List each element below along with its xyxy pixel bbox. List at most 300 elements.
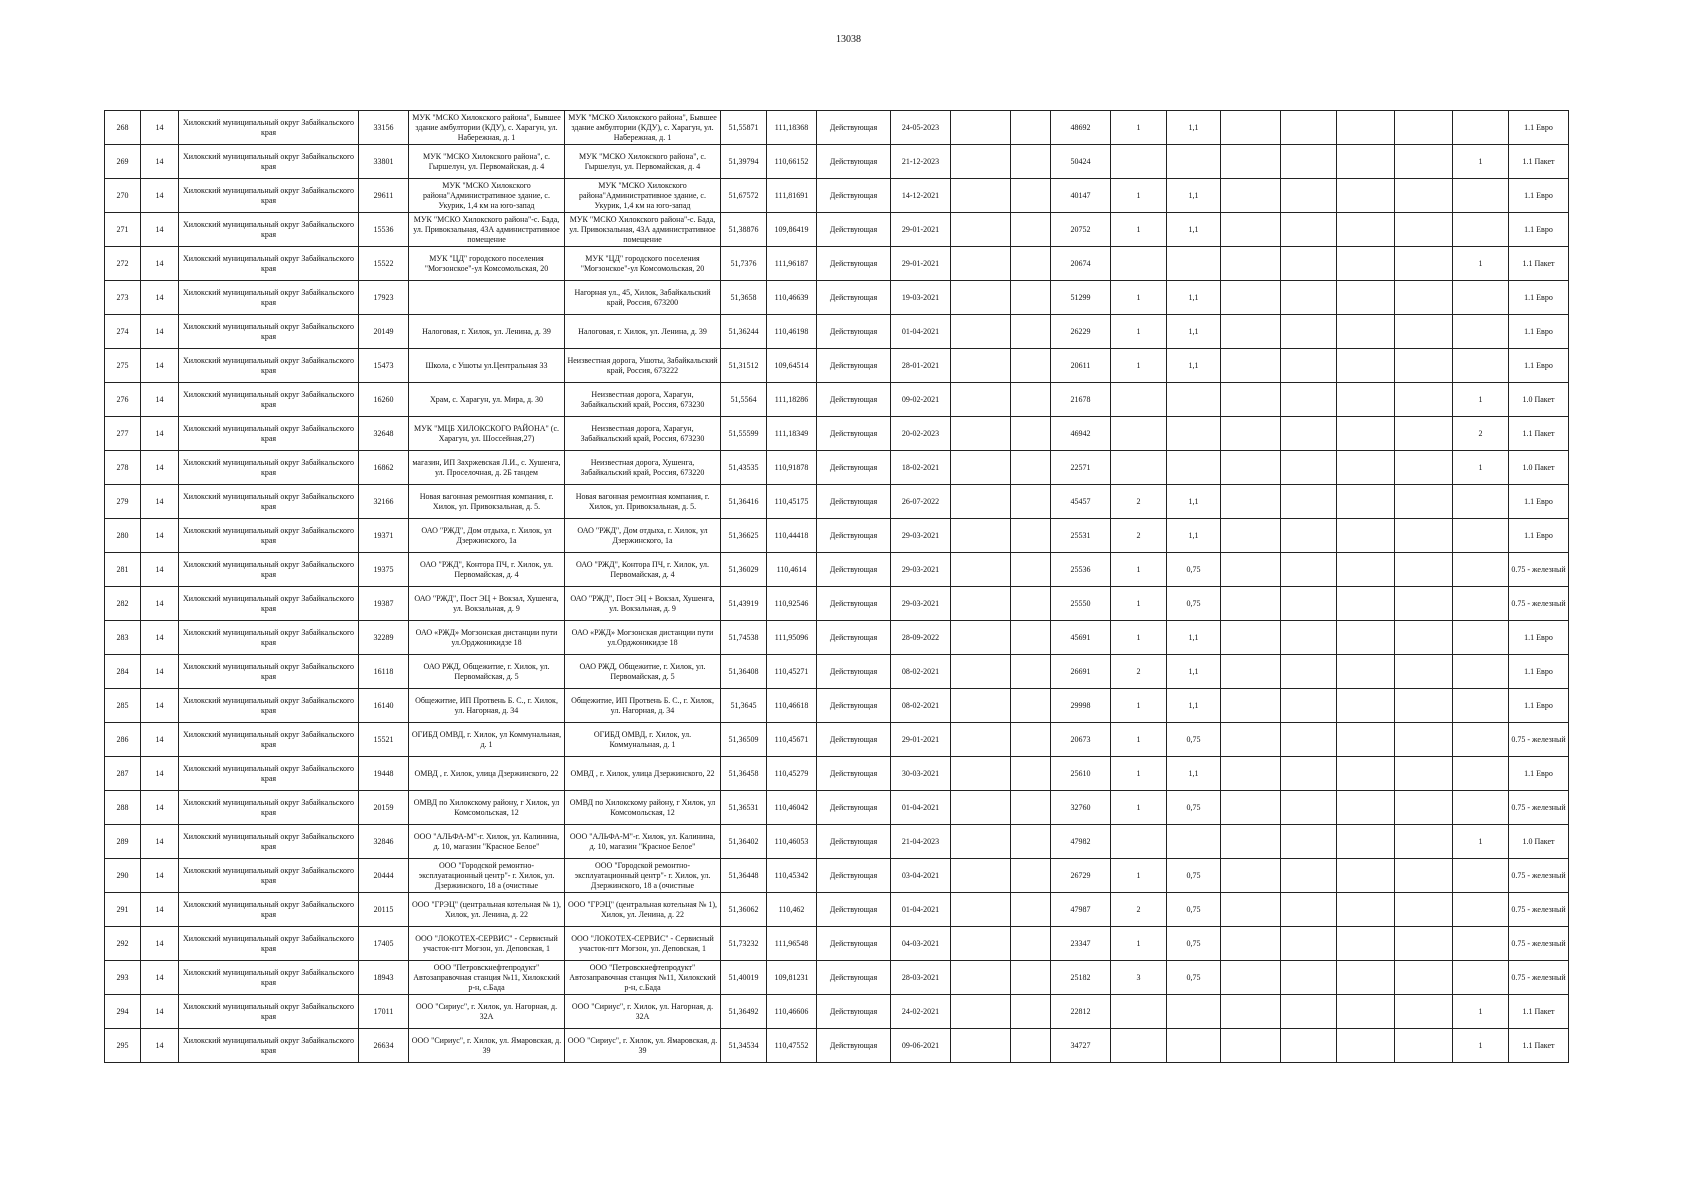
cell-c3 [1221, 587, 1281, 621]
cell-address: Новая вагонная ремонтная компания, г. Хилок, ул. Привокзальная, д. 5. [565, 485, 721, 519]
cell-type: 1.1 Евро [1509, 281, 1569, 315]
cell-id: 32166 [359, 485, 409, 519]
cell-c2: 0,75 [1167, 791, 1221, 825]
cell-c1: 1 [1111, 111, 1167, 145]
cell-type: 1.1 Евро [1509, 485, 1569, 519]
table-row [105, 621, 1569, 655]
cell-type: 1.0 Пакет [1509, 825, 1569, 859]
cell-e1 [951, 145, 1011, 179]
cell-lat: 51,34534 [721, 1029, 767, 1063]
cell-reg: 25610 [1051, 757, 1111, 791]
cell-name: ОМВД по Хилокскому району, г Хилок, ул Комсомольская, 12 [409, 791, 565, 825]
cell-reg: 48692 [1051, 111, 1111, 145]
cell-c7: 1 [1453, 825, 1509, 859]
table-row [105, 451, 1569, 485]
cell-c3 [1221, 247, 1281, 281]
cell-c2: 1,1 [1167, 281, 1221, 315]
cell-name: ОАО "РЖД", Контора ПЧ, г. Хилок, ул. Первомайская, д. 4 [409, 553, 565, 587]
cell-lon: 110,46198 [767, 315, 817, 349]
cell-name: Общежитие, ИП Протвень Б. С., г. Хилок, ул. Нагорная, д. 34 [409, 689, 565, 723]
cell-id: 17923 [359, 281, 409, 315]
cell-id: 17011 [359, 995, 409, 1029]
cell-reg: 25531 [1051, 519, 1111, 553]
cell-name: ОМВД , г. Хилок, улица Дзержинского, 22 [409, 757, 565, 791]
cell-lon: 110,91878 [767, 451, 817, 485]
cell-code: 14 [141, 315, 179, 349]
table-row [105, 791, 1569, 825]
cell-c3 [1221, 689, 1281, 723]
cell-status: Действующая [817, 723, 891, 757]
cell-e2 [1011, 689, 1051, 723]
cell-date: 03-04-2021 [891, 859, 951, 893]
cell-lon: 109,81231 [767, 961, 817, 995]
cell-lon: 110,45175 [767, 485, 817, 519]
cell-reg: 20673 [1051, 723, 1111, 757]
cell-name: ООО "Сириус", г. Хилок, ул. Ямаровская, д. 39 [409, 1029, 565, 1063]
cell-c5 [1337, 553, 1395, 587]
cell-status: Действующая [817, 315, 891, 349]
cell-id: 15536 [359, 213, 409, 247]
cell-code: 14 [141, 383, 179, 417]
cell-address: МУК "МСКО Хилокского района", Бывшее здание амбултории (КДУ), с. Харагун, ул. Набережная, д. 1 [565, 111, 721, 145]
cell-c6 [1395, 927, 1453, 961]
cell-reg: 45457 [1051, 485, 1111, 519]
cell-code: 14 [141, 655, 179, 689]
cell-lat: 51,67572 [721, 179, 767, 213]
cell-lat: 51,43919 [721, 587, 767, 621]
cell-type: 1.1 Евро [1509, 655, 1569, 689]
cell-c2: 0,75 [1167, 553, 1221, 587]
cell-id: 16260 [359, 383, 409, 417]
cell-c6 [1395, 995, 1453, 1029]
cell-c1: 2 [1111, 519, 1167, 553]
cell-name: Храм, с. Харагун, ул. Мира, д. 30 [409, 383, 565, 417]
cell-c7 [1453, 281, 1509, 315]
cell-type: 0.75 - железный [1509, 791, 1569, 825]
table-row [105, 111, 1569, 145]
cell-c5 [1337, 417, 1395, 451]
cell-status: Действующая [817, 995, 891, 1029]
cell-c4 [1281, 383, 1337, 417]
cell-lon: 110,45279 [767, 757, 817, 791]
cell-lat: 51,36492 [721, 995, 767, 1029]
cell-c7 [1453, 723, 1509, 757]
cell-e2 [1011, 145, 1051, 179]
cell-address: ОМВД , г. Хилок, улица Дзержинского, 22 [565, 757, 721, 791]
cell-c1: 1 [1111, 927, 1167, 961]
cell-code: 14 [141, 519, 179, 553]
cell-c4 [1281, 315, 1337, 349]
cell-c7 [1453, 621, 1509, 655]
cell-c1 [1111, 825, 1167, 859]
cell-lat: 51,39794 [721, 145, 767, 179]
cell-reg: 50424 [1051, 145, 1111, 179]
cell-type: 0.75 - железный [1509, 927, 1569, 961]
cell-c4 [1281, 893, 1337, 927]
cell-status: Действующая [817, 485, 891, 519]
cell-e1 [951, 417, 1011, 451]
cell-c6 [1395, 655, 1453, 689]
cell-date: 28-09-2022 [891, 621, 951, 655]
cell-e1 [951, 281, 1011, 315]
cell-c5 [1337, 315, 1395, 349]
cell-c4 [1281, 1029, 1337, 1063]
cell-district: Хилокский муниципальный округ Забайкальского края [179, 689, 359, 723]
cell-reg: 20752 [1051, 213, 1111, 247]
cell-c2: 1,1 [1167, 485, 1221, 519]
cell-type: 0.75 - железный [1509, 961, 1569, 995]
cell-code: 14 [141, 859, 179, 893]
cell-code: 14 [141, 247, 179, 281]
cell-c5 [1337, 349, 1395, 383]
cell-address: ООО "АЛЬФА-М"-г. Хилок, ул. Калинина, д. 10, магазин "Красное Белое" [565, 825, 721, 859]
cell-district: Хилокский муниципальный округ Забайкальского края [179, 519, 359, 553]
cell-district: Хилокский муниципальный округ Забайкальского края [179, 825, 359, 859]
cell-c6 [1395, 723, 1453, 757]
cell-lon: 110,46042 [767, 791, 817, 825]
cell-type: 1.1 Евро [1509, 349, 1569, 383]
cell-reg: 23347 [1051, 927, 1111, 961]
cell-c1: 2 [1111, 655, 1167, 689]
cell-e2 [1011, 451, 1051, 485]
cell-status: Действующая [817, 757, 891, 791]
cell-c3 [1221, 111, 1281, 145]
cell-c1: 1 [1111, 349, 1167, 383]
cell-type: 1.1 Евро [1509, 213, 1569, 247]
cell-address: ОАО "РЖД", Контора ПЧ, г. Хилок, ул. Первомайская, д. 4 [565, 553, 721, 587]
table-row [105, 485, 1569, 519]
cell-status: Действующая [817, 451, 891, 485]
cell-address: Налоговая, г. Хилок, ул. Ленина, д. 39 [565, 315, 721, 349]
cell-c6 [1395, 213, 1453, 247]
cell-c6 [1395, 553, 1453, 587]
cell-c6 [1395, 1029, 1453, 1063]
cell-c3 [1221, 315, 1281, 349]
cell-address: ООО "ГРЭЦ" (центральная котельная № 1), Хилок, ул. Ленина, д. 22 [565, 893, 721, 927]
cell-status: Действующая [817, 349, 891, 383]
cell-name: ООО "Городской ремонтно-эксплуатационный центр"- г. Хилок, ул. Дзержинского, 18 а (очистные [409, 859, 565, 893]
cell-id: 19448 [359, 757, 409, 791]
cell-c1 [1111, 247, 1167, 281]
cell-reg: 25550 [1051, 587, 1111, 621]
cell-c2: 0,75 [1167, 961, 1221, 995]
cell-district: Хилокский муниципальный округ Забайкальского края [179, 417, 359, 451]
cell-type: 1.1 Пакет [1509, 995, 1569, 1029]
cell-lon: 111,96548 [767, 927, 817, 961]
cell-c7: 1 [1453, 247, 1509, 281]
cell-c1: 1 [1111, 315, 1167, 349]
cell-c5 [1337, 757, 1395, 791]
cell-e1 [951, 961, 1011, 995]
cell-e1 [951, 247, 1011, 281]
cell-n: 284 [105, 655, 141, 689]
cell-c4 [1281, 553, 1337, 587]
cell-c6 [1395, 587, 1453, 621]
cell-id: 19371 [359, 519, 409, 553]
cell-c1: 1 [1111, 553, 1167, 587]
cell-c7 [1453, 927, 1509, 961]
cell-district: Хилокский муниципальный округ Забайкальского края [179, 655, 359, 689]
cell-lat: 51,36531 [721, 791, 767, 825]
cell-id: 16862 [359, 451, 409, 485]
table-row [105, 859, 1569, 893]
cell-e2 [1011, 213, 1051, 247]
cell-id: 16118 [359, 655, 409, 689]
cell-lon: 111,18368 [767, 111, 817, 145]
table-row [105, 417, 1569, 451]
cell-e2 [1011, 723, 1051, 757]
table-row [105, 383, 1569, 417]
cell-c2 [1167, 995, 1221, 1029]
cell-lat: 51,74538 [721, 621, 767, 655]
cell-c5 [1337, 213, 1395, 247]
cell-c5 [1337, 281, 1395, 315]
cell-c3 [1221, 349, 1281, 383]
cell-c1 [1111, 451, 1167, 485]
cell-date: 21-12-2023 [891, 145, 951, 179]
cell-c2: 1,1 [1167, 179, 1221, 213]
cell-c3 [1221, 383, 1281, 417]
cell-date: 01-04-2021 [891, 893, 951, 927]
cell-status: Действующая [817, 1029, 891, 1063]
cell-id: 20159 [359, 791, 409, 825]
cell-c5 [1337, 995, 1395, 1029]
cell-address: ООО "Петровскнефтепродукт" Автозаправочная станция №11, Хилокский р-н, с.Бада [565, 961, 721, 995]
cell-date: 19-03-2021 [891, 281, 951, 315]
cell-type: 1.1 Евро [1509, 689, 1569, 723]
cell-name: МУК "МСКО Хилокского района", Бывшее здание амбултории (КДУ), с. Харагун, ул. Набережная, д. 1 [409, 111, 565, 145]
cell-name: ООО "Сириус", г. Хилок, ул. Нагорная, д. 32А [409, 995, 565, 1029]
cell-type: 1.0 Пакет [1509, 383, 1569, 417]
cell-c5 [1337, 723, 1395, 757]
cell-c6 [1395, 961, 1453, 995]
cell-district: Хилокский муниципальный округ Забайкальского края [179, 553, 359, 587]
cell-district: Хилокский муниципальный округ Забайкальского края [179, 179, 359, 213]
cell-type: 0.75 - железный [1509, 587, 1569, 621]
cell-c5 [1337, 621, 1395, 655]
cell-code: 14 [141, 145, 179, 179]
cell-c4 [1281, 995, 1337, 1029]
cell-district: Хилокский муниципальный округ Забайкальского края [179, 859, 359, 893]
cell-address: ООО "Сириус", г. Хилок, ул. Ямаровская, д. 39 [565, 1029, 721, 1063]
cell-id: 15521 [359, 723, 409, 757]
cell-status: Действующая [817, 111, 891, 145]
cell-c1 [1111, 995, 1167, 1029]
table-row [105, 927, 1569, 961]
cell-c3 [1221, 519, 1281, 553]
cell-code: 14 [141, 961, 179, 995]
cell-e1 [951, 451, 1011, 485]
cell-type: 1.1 Евро [1509, 111, 1569, 145]
cell-name: МУК "МСКО Хилокского района"-с. Бада, ул. Привокзальная, 43А административное помещение [409, 213, 565, 247]
cell-lon: 111,96187 [767, 247, 817, 281]
cell-c5 [1337, 111, 1395, 145]
cell-date: 01-04-2021 [891, 315, 951, 349]
cell-lat: 51,40019 [721, 961, 767, 995]
cell-reg: 47982 [1051, 825, 1111, 859]
cell-e1 [951, 1029, 1011, 1063]
cell-e1 [951, 519, 1011, 553]
cell-id: 15473 [359, 349, 409, 383]
cell-c4 [1281, 791, 1337, 825]
table-row [105, 825, 1569, 859]
cell-c1: 1 [1111, 689, 1167, 723]
cell-c7 [1453, 315, 1509, 349]
cell-name [409, 281, 565, 315]
cell-type: 0.75 - железный [1509, 723, 1569, 757]
table-row [105, 281, 1569, 315]
cell-code: 14 [141, 723, 179, 757]
cell-code: 14 [141, 587, 179, 621]
cell-c6 [1395, 757, 1453, 791]
cell-e2 [1011, 1029, 1051, 1063]
cell-e1 [951, 111, 1011, 145]
cell-id: 20149 [359, 315, 409, 349]
cell-e1 [951, 689, 1011, 723]
cell-e2 [1011, 111, 1051, 145]
cell-c1: 1 [1111, 213, 1167, 247]
cell-c3 [1221, 757, 1281, 791]
cell-lat: 51,43535 [721, 451, 767, 485]
cell-district: Хилокский муниципальный округ Забайкальского края [179, 145, 359, 179]
cell-c3 [1221, 1029, 1281, 1063]
cell-n: 283 [105, 621, 141, 655]
cell-n: 294 [105, 995, 141, 1029]
cell-c4 [1281, 859, 1337, 893]
cell-e2 [1011, 621, 1051, 655]
cell-lon: 109,86419 [767, 213, 817, 247]
cell-c4 [1281, 927, 1337, 961]
cell-c1 [1111, 417, 1167, 451]
cell-c7: 1 [1453, 451, 1509, 485]
cell-id: 20444 [359, 859, 409, 893]
cell-lon: 111,95096 [767, 621, 817, 655]
cell-n: 279 [105, 485, 141, 519]
cell-code: 14 [141, 757, 179, 791]
table-row [105, 213, 1569, 247]
cell-c4 [1281, 247, 1337, 281]
cell-reg: 32760 [1051, 791, 1111, 825]
cell-date: 29-01-2021 [891, 247, 951, 281]
cell-type: 1.1 Пакет [1509, 417, 1569, 451]
table-row [105, 655, 1569, 689]
cell-c1: 1 [1111, 621, 1167, 655]
cell-date: 08-02-2021 [891, 655, 951, 689]
cell-e2 [1011, 247, 1051, 281]
cell-address: Неизвестная дорога, Ушоты, Забайкальский край, Россия, 673222 [565, 349, 721, 383]
cell-district: Хилокский муниципальный округ Забайкальского края [179, 349, 359, 383]
cell-c6 [1395, 417, 1453, 451]
cell-lon: 111,18349 [767, 417, 817, 451]
cell-date: 01-04-2021 [891, 791, 951, 825]
cell-e2 [1011, 655, 1051, 689]
cell-reg: 46942 [1051, 417, 1111, 451]
cell-e1 [951, 587, 1011, 621]
cell-c3 [1221, 451, 1281, 485]
cell-c7 [1453, 893, 1509, 927]
cell-district: Хилокский муниципальный округ Забайкальского края [179, 621, 359, 655]
cell-name: Налоговая, г. Хилок, ул. Ленина, д. 39 [409, 315, 565, 349]
table-row [105, 961, 1569, 995]
cell-address: МУК "МСКО Хилокского района", с. Гыршелун, ул. Первомайская, д. 4 [565, 145, 721, 179]
cell-lat: 51,5564 [721, 383, 767, 417]
cell-c7 [1453, 553, 1509, 587]
cell-code: 14 [141, 825, 179, 859]
cell-c6 [1395, 111, 1453, 145]
cell-e1 [951, 825, 1011, 859]
cell-c5 [1337, 247, 1395, 281]
cell-c6 [1395, 315, 1453, 349]
cell-c3 [1221, 145, 1281, 179]
cell-c4 [1281, 655, 1337, 689]
cell-lat: 51,3645 [721, 689, 767, 723]
cell-reg: 29998 [1051, 689, 1111, 723]
cell-id: 29611 [359, 179, 409, 213]
cell-c2: 0,75 [1167, 893, 1221, 927]
cell-code: 14 [141, 553, 179, 587]
cell-lat: 51,55871 [721, 111, 767, 145]
cell-code: 14 [141, 111, 179, 145]
cell-c3 [1221, 213, 1281, 247]
cell-c2: 0,75 [1167, 723, 1221, 757]
cell-c2: 1,1 [1167, 655, 1221, 689]
cell-c4 [1281, 349, 1337, 383]
cell-lat: 51,36448 [721, 859, 767, 893]
cell-n: 295 [105, 1029, 141, 1063]
cell-reg: 22812 [1051, 995, 1111, 1029]
cell-address: Неизвестная дорога, Харагун, Забайкальский край, Россия, 673230 [565, 417, 721, 451]
cell-id: 16140 [359, 689, 409, 723]
cell-c3 [1221, 553, 1281, 587]
cell-status: Действующая [817, 383, 891, 417]
cell-id: 32648 [359, 417, 409, 451]
cell-status: Действующая [817, 213, 891, 247]
cell-status: Действующая [817, 791, 891, 825]
cell-code: 14 [141, 417, 179, 451]
cell-lat: 51,36458 [721, 757, 767, 791]
cell-n: 280 [105, 519, 141, 553]
cell-address: МУК "ЦД" городского поселения "Могзонское"-ул Комсомольская, 20 [565, 247, 721, 281]
cell-e1 [951, 383, 1011, 417]
cell-lon: 110,4614 [767, 553, 817, 587]
cell-c2: 1,1 [1167, 213, 1221, 247]
cell-address: МУК "МСКО Хилокского района"-с. Бада, ул. Привокзальная, 43А административное помещение [565, 213, 721, 247]
cell-code: 14 [141, 927, 179, 961]
cell-type: 1.1 Евро [1509, 315, 1569, 349]
cell-date: 20-02-2023 [891, 417, 951, 451]
cell-e1 [951, 621, 1011, 655]
cell-lon: 110,45342 [767, 859, 817, 893]
cell-c2 [1167, 247, 1221, 281]
cell-e1 [951, 893, 1011, 927]
cell-type: 1.0 Пакет [1509, 451, 1569, 485]
cell-date: 04-03-2021 [891, 927, 951, 961]
cell-e1 [951, 485, 1011, 519]
cell-reg: 25182 [1051, 961, 1111, 995]
cell-n: 275 [105, 349, 141, 383]
cell-c1: 1 [1111, 179, 1167, 213]
cell-district: Хилокский муниципальный округ Забайкальского края [179, 111, 359, 145]
cell-type: 1.1 Пакет [1509, 145, 1569, 179]
cell-code: 14 [141, 179, 179, 213]
cell-c1 [1111, 383, 1167, 417]
cell-c1: 1 [1111, 791, 1167, 825]
cell-address: ОАО "РЖД", Дом отдыха, г. Хилок, ул Дзержинского, 1а [565, 519, 721, 553]
cell-c2 [1167, 417, 1221, 451]
cell-lon: 110,46053 [767, 825, 817, 859]
cell-lat: 51,36408 [721, 655, 767, 689]
cell-type: 1.1 Евро [1509, 621, 1569, 655]
